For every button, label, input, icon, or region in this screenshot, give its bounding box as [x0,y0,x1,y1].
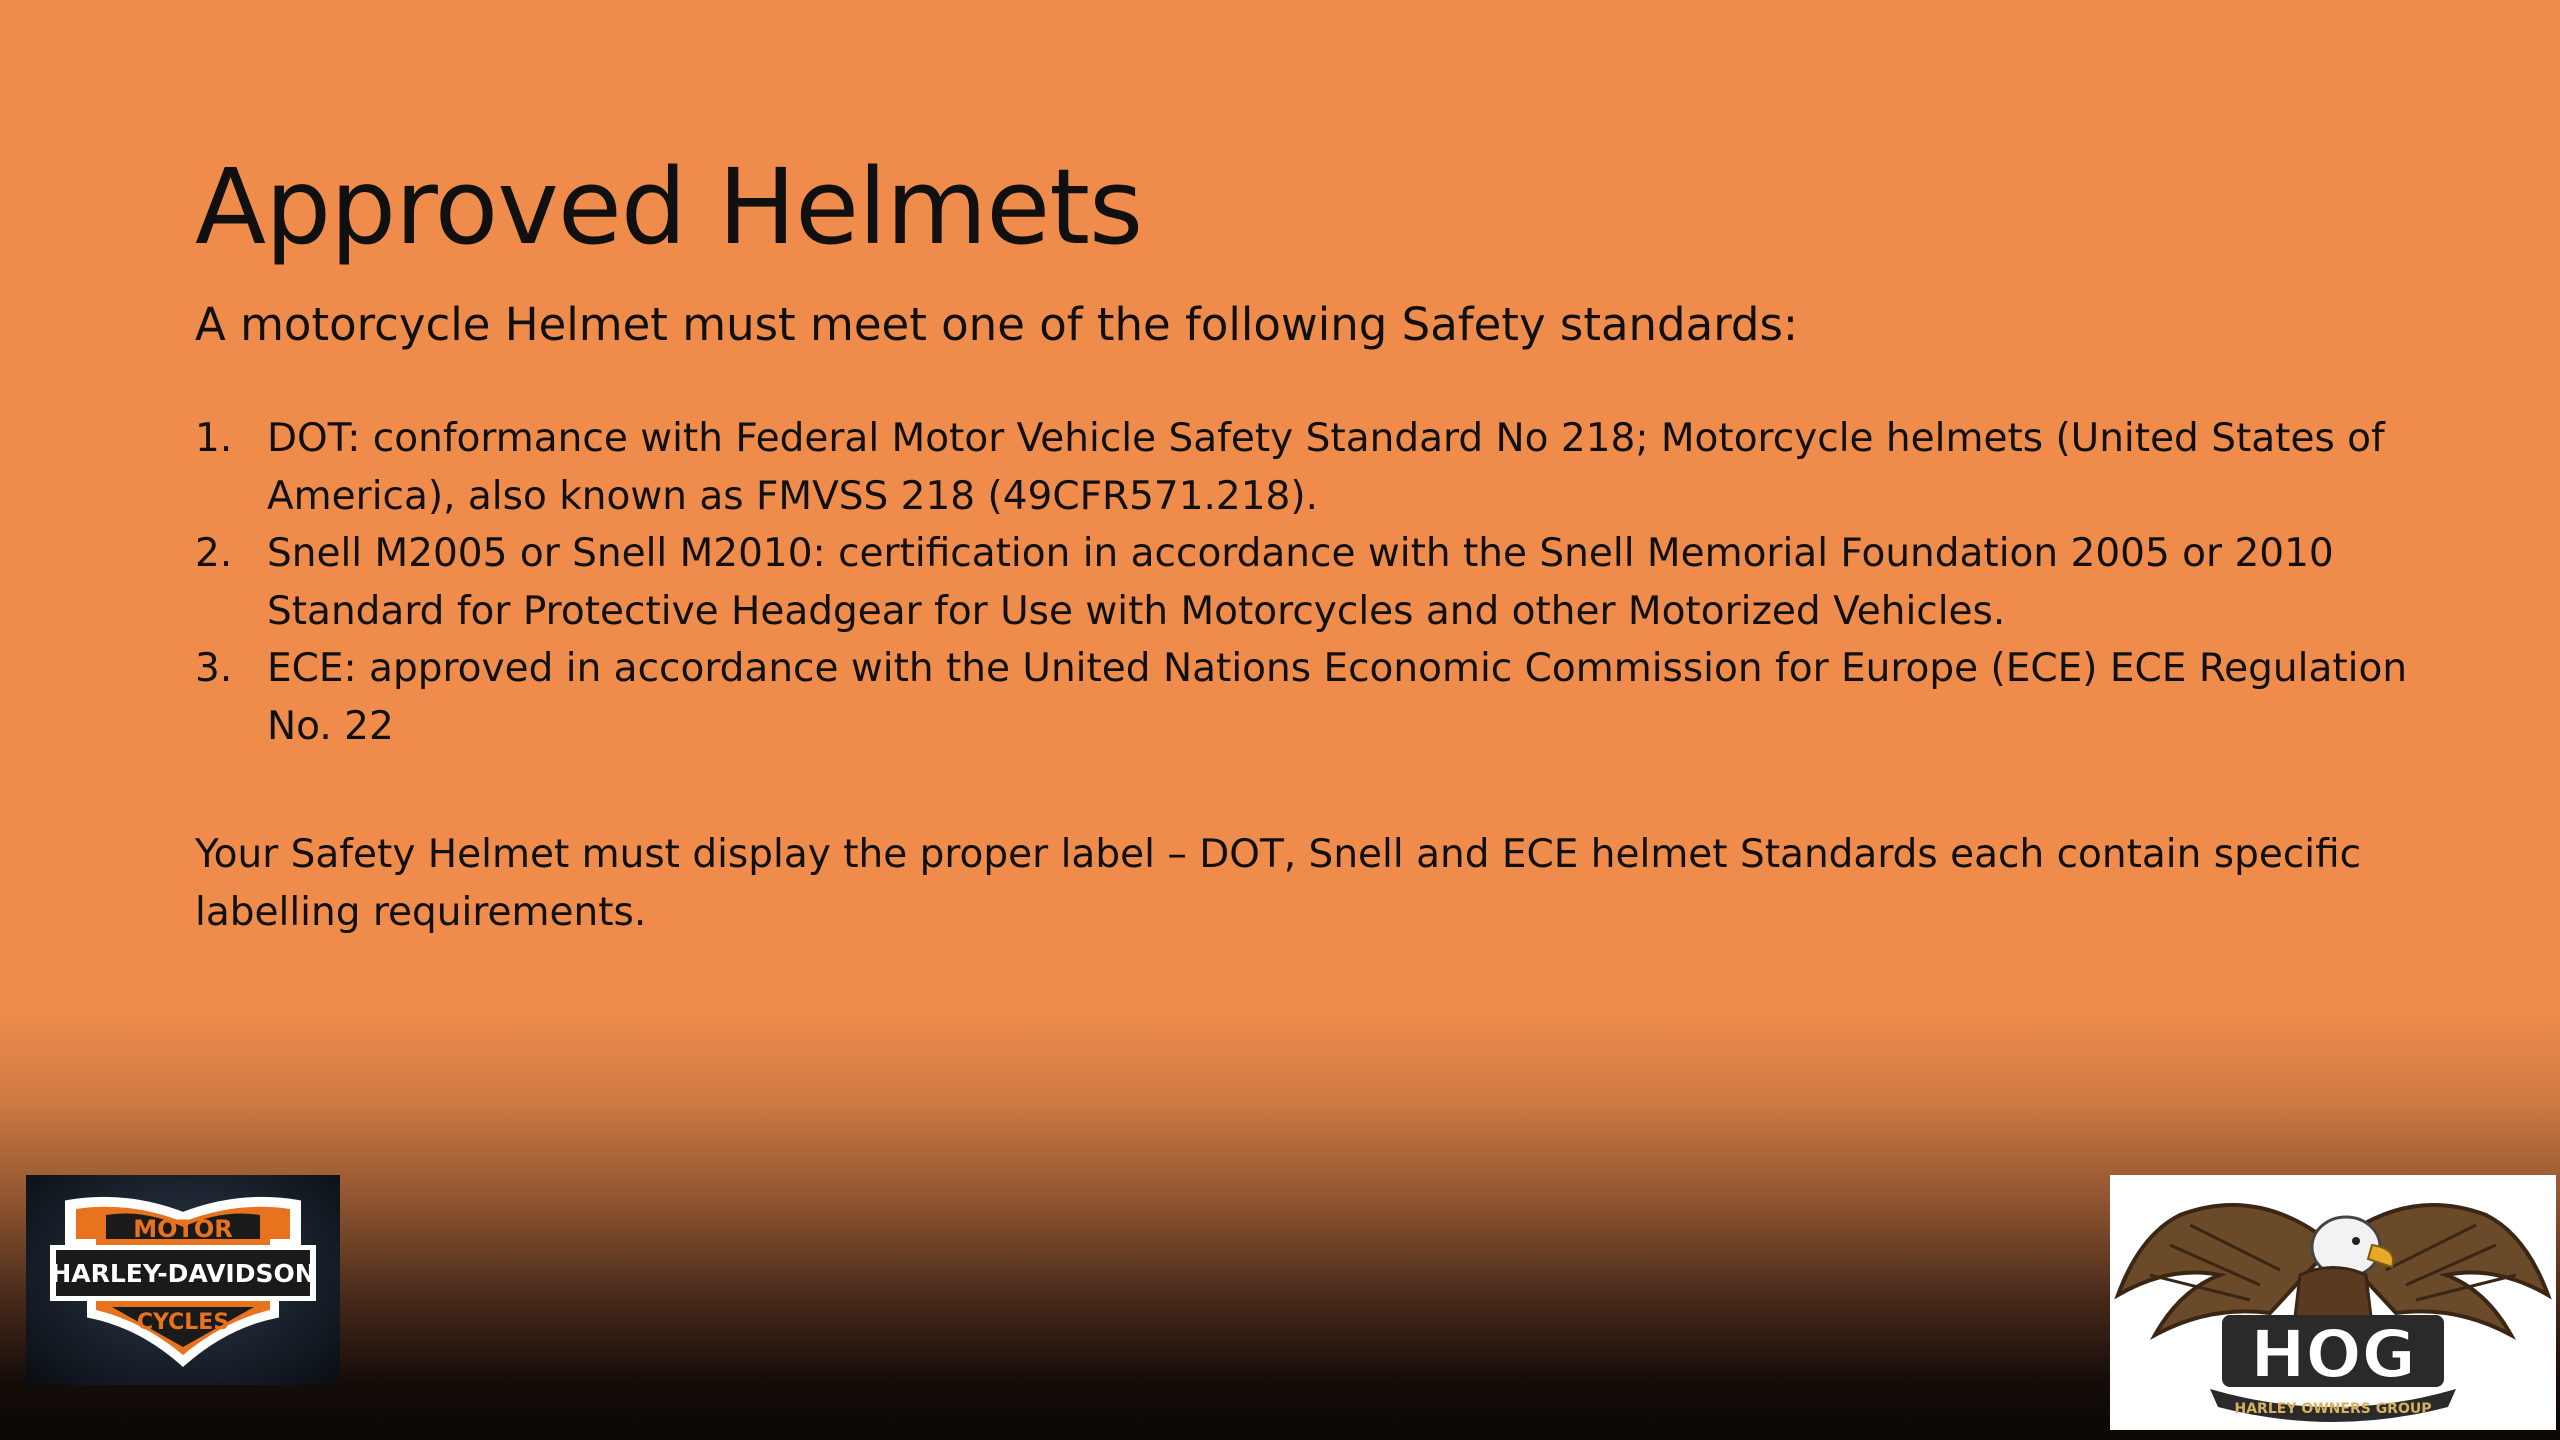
slide-title: Approved Helmets [195,146,1143,268]
slide-intro: A motorcycle Helmet must meet one of the following Safety standards: [195,298,1799,351]
hd-logo-bottom-text: CYCLES [136,1310,230,1335]
bar-and-shield-icon [26,1175,340,1385]
hd-logo-middle-text: HARLEY-DAVIDSON [50,1259,316,1288]
label-requirement-note: Your Safety Helmet must display the proper label – DOT, Snell and ECE helmet Standards each contain specific labelling requirements. [195,832,2362,935]
hog-logo [2110,1175,2556,1430]
hog-logo-main-text: HOG [2250,1316,2416,1393]
hd-logo-top-text: MOTOR [133,1215,233,1243]
hog-logo-sub-text: HARLEY OWNERS GROUP [2234,1401,2432,1417]
standard-item [195,410,2415,525]
standard-text: DOT: conformance with Federal Motor Vehicle Safety Standard No 218; Motorcycle helmets (United States of America), also known as FMVSS 218 (49CFR571.218). [267,416,2385,519]
standards-list [195,410,2415,755]
standard-number: 1. [195,416,233,461]
eagle-icon [2110,1175,2556,1430]
standard-item [195,525,2415,640]
standard-item [195,640,2415,755]
standard-text: ECE: approved in accordance with the United Nations Economic Commission for Europe (ECE) ECE Regulation No. 22 [267,646,2408,749]
standard-number: 3. [195,646,233,691]
standard-text: Snell M2005 or Snell M2010: certification in accordance with the Snell Memorial Foundation 2005 or 2010 Standard for Protective Headgear for Use with Motorcycles and other Motorized Vehicles. [267,531,2334,634]
harley-davidson-logo [26,1175,340,1385]
standard-number: 2. [195,531,233,576]
